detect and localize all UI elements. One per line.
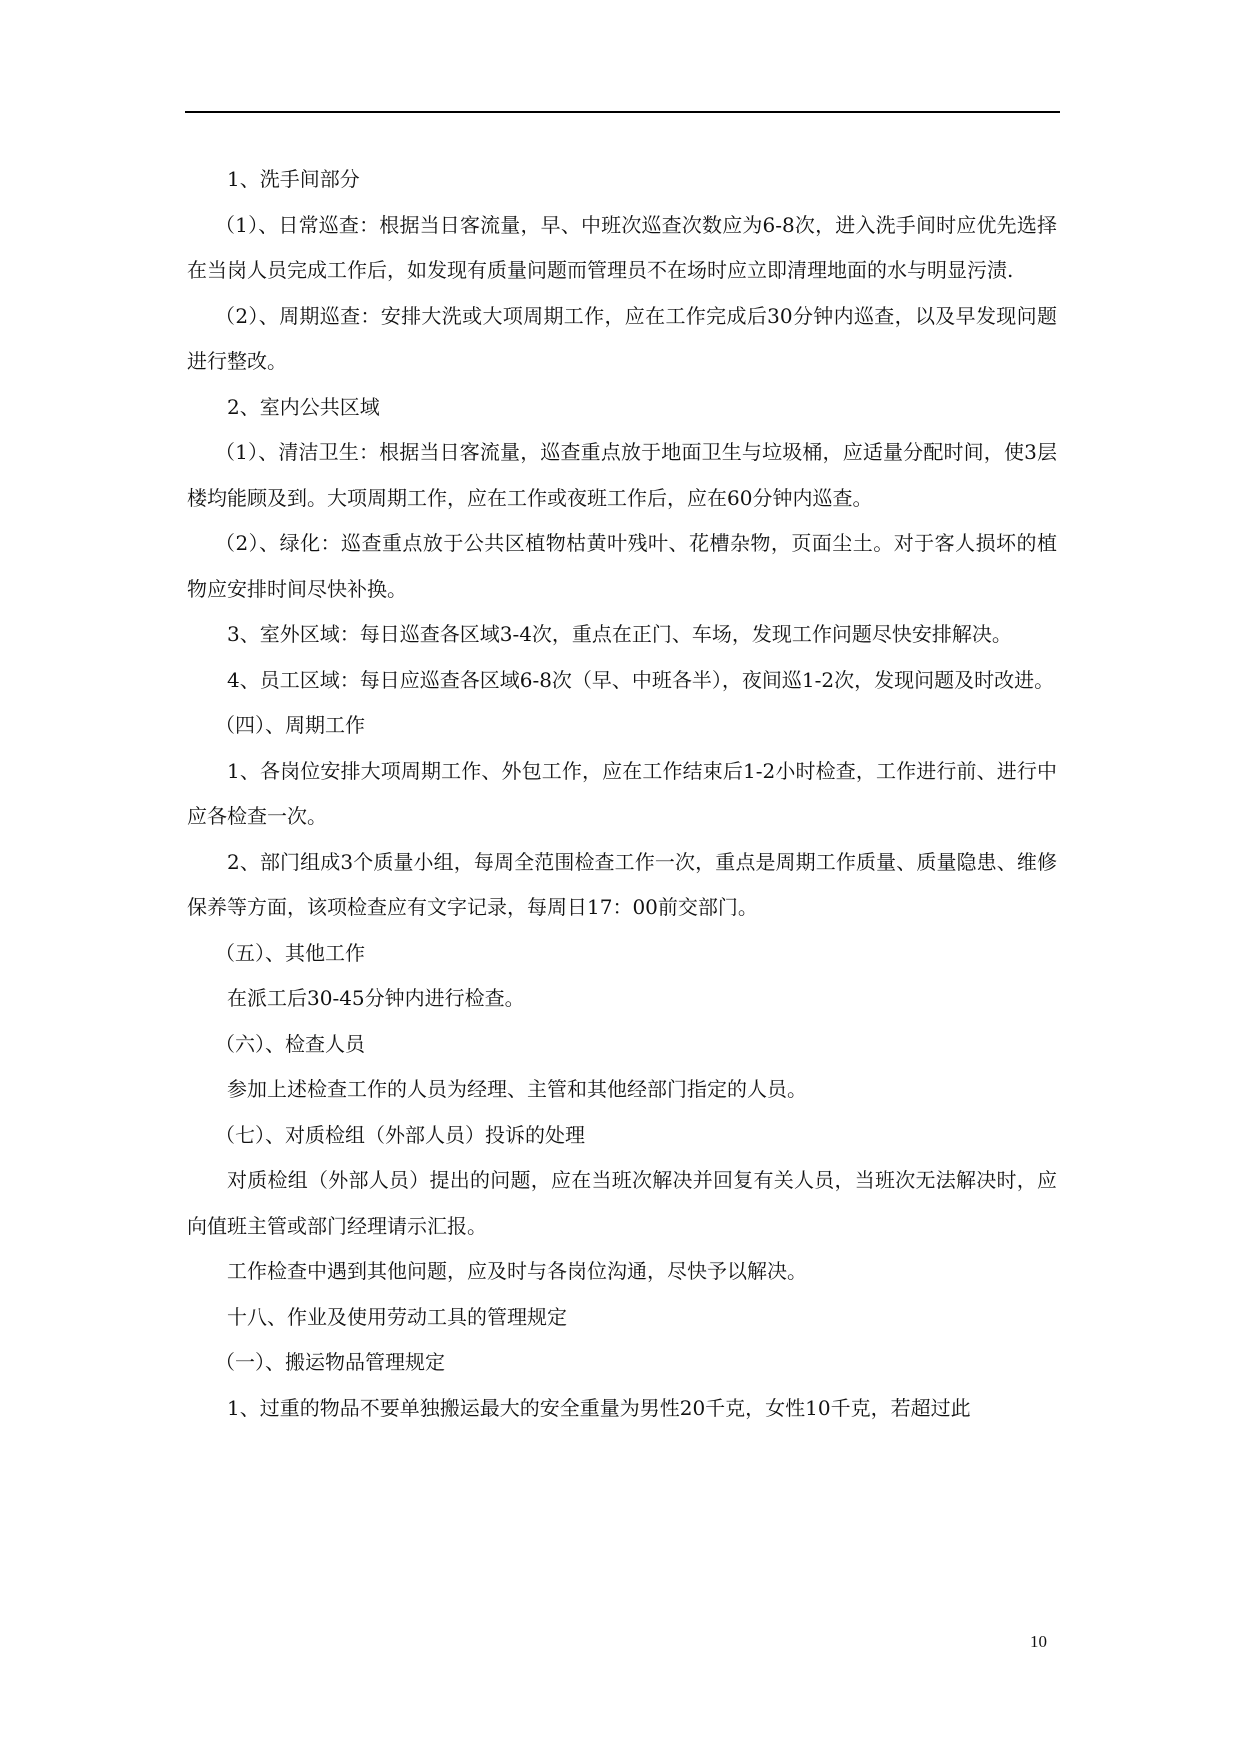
section-heading: 2、室内公共区域 [227, 394, 380, 419]
section-heading: 1、洗手间部分 [227, 167, 360, 191]
paragraph: （1）、清洁卫生：根据当日客流量，巡查重点放于地面卫生与垃圾桶，应适量分配时间，使3层楼均能顾及到。大项周期工作，应在工作或夜班工作后，应在60分钟内巡查。 [187, 440, 1057, 510]
paragraph: 工作检查中遇到其他问题，应及时与各岗位沟通，尽快予以解决。 [227, 1259, 807, 1283]
header-rule [185, 111, 1060, 113]
paragraph: 2、部门组成3个质量小组，每周全范围检查工作一次，重点是周期工作质量、质量隐患、维修保养等方面，该项检查应有文字记录，每周日17：00前交部门。 [187, 849, 1057, 919]
paragraph: 1、各岗位安排大项周期工作、外包工作，应在工作结束后1-2小时检查，工作进行前、进行中应各检查一次。 [187, 758, 1057, 828]
paragraph: 参加上述检查工作的人员为经理、主管和其他经部门指定的人员。 [227, 1077, 807, 1101]
paragraph: 在派工后30-45分钟内进行检查。 [227, 986, 525, 1010]
section-heading: （一）、搬运物品管理规定 [215, 1350, 445, 1374]
section-heading: （七）、对质检组（外部人员）投诉的处理 [215, 1122, 585, 1147]
document-body [187, 157, 1057, 1431]
paragraph: （2）、绿化：巡查重点放于公共区植物枯黄叶残叶、花槽杂物，页面尘土。对于客人损坏的植物应安排时间尽快补换。 [187, 531, 1057, 601]
paragraph: 对质检组（外部人员）提出的问题，应在当班次解决并回复有关人员，当班次无法解决时，应向值班主管或部门经理请示汇报。 [187, 1168, 1057, 1238]
section-heading: 十八、作业及使用劳动工具的管理规定 [227, 1304, 567, 1329]
section-heading: （六）、检查人员 [215, 1031, 365, 1056]
section-heading: （五）、其他工作 [215, 940, 365, 965]
paragraph: （2）、周期巡查：安排大洗或大项周期工作，应在工作完成后30分钟内巡查，以及早发现问题进行整改。 [187, 303, 1057, 373]
paragraph: （1）、日常巡查：根据当日客流量，早、中班次巡查次数应为6-8次，进入洗手间时应优先选择在当岗人员完成工作后，如发现有质量问题而管理员不在场时应立即清理地面的水与明显污渍. [187, 212, 1057, 282]
paragraph: 1、过重的物品不要单独搬运最大的安全重量为男性20千克，女性10千克，若超过此 [227, 1395, 971, 1420]
section-heading: （四）、周期工作 [215, 713, 365, 737]
paragraph: 3、室外区域：每日巡查各区域3-4次，重点在正门、车场，发现工作问题尽快安排解决。 [227, 622, 1012, 646]
paragraph: 4、员工区域：每日应巡查各区域6-8次（早、中班各半），夜间巡1-2次，发现问题及时改进。 [227, 667, 1055, 692]
page-number: 10 [1030, 1632, 1047, 1651]
